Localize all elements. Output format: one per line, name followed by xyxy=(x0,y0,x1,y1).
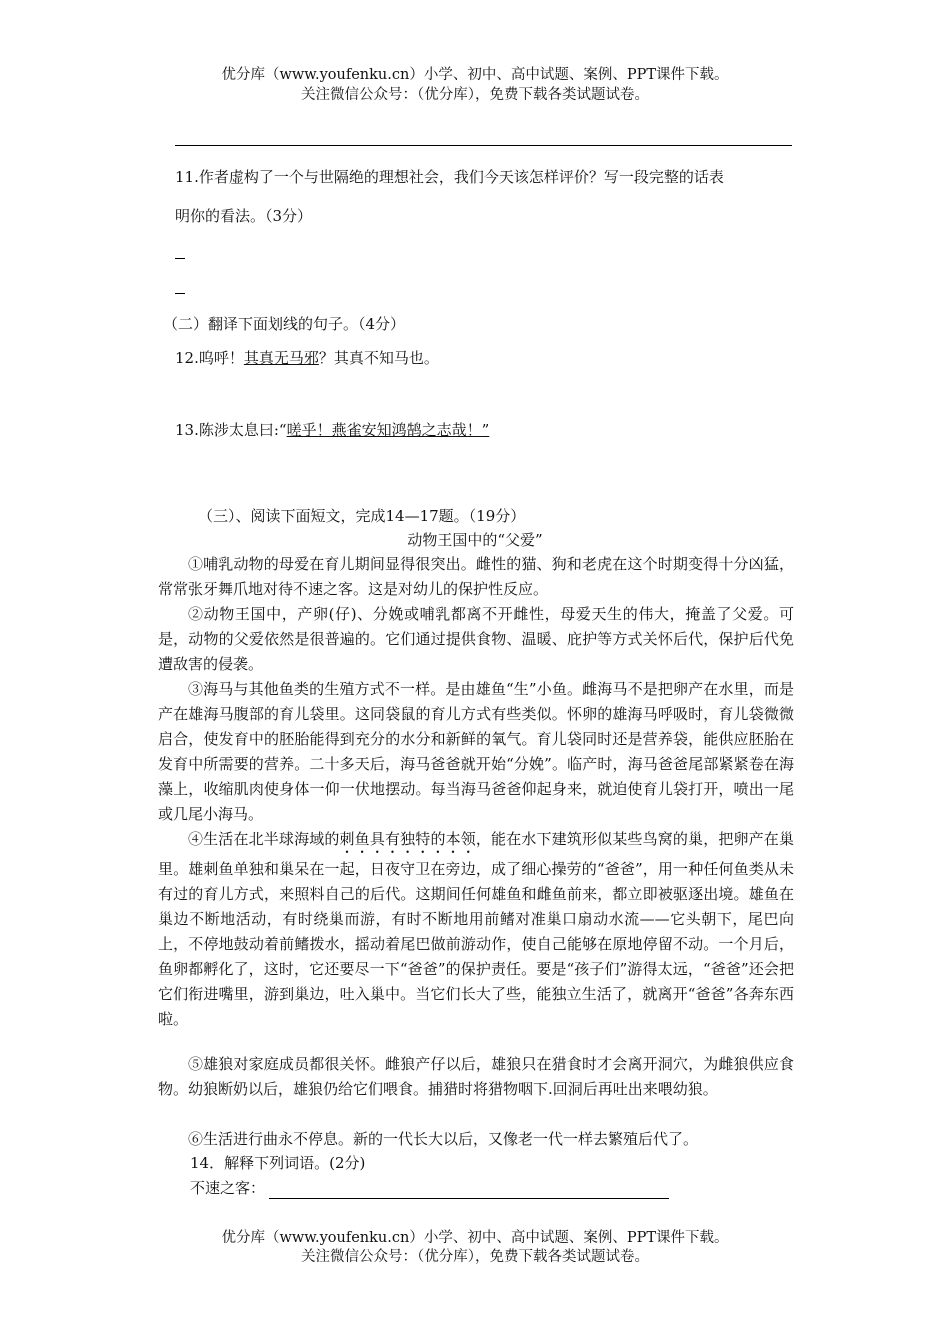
question-12 xyxy=(175,347,795,369)
section-2-title: （二）翻译下面划线的句子。（4分） xyxy=(163,315,406,333)
header-line-2: 关注微信公众号：（优分库），免费下载各类试题试卷。 xyxy=(301,87,649,103)
question-12-suffix: ？其真不知马也。 xyxy=(318,349,439,367)
question-13-prefix: 13.陈涉太息曰:“ xyxy=(175,421,287,439)
question-14-term: 不速之客： xyxy=(190,1179,266,1197)
paragraph-2: ②动物王国中，产卵(仔)、分娩或哺乳都离不开雌性，母爱天生的伟大，掩盖了父爱。可是，动物的父爱依然是很普遍的。它们通过提供食物、温暖、庇护等方式关怀后代，保护后代免遭敌害的侵袭。 xyxy=(158,605,794,673)
question-11-line-2: 明你的看法。（3分） xyxy=(175,207,313,225)
footer-line-2: 关注微信公众号：（优分库），免费下载各类试题试卷。 xyxy=(301,1249,649,1265)
paragraph-4-dotted: 刺鱼具有独特的本领 xyxy=(339,830,476,848)
answer-line xyxy=(175,258,185,259)
question-13-underlined: 嗟乎！燕雀安知鸿鹄之志哉！ xyxy=(286,421,482,439)
article-title: 动物王国中的“父爱” xyxy=(407,531,543,549)
answer-line xyxy=(175,293,185,294)
paragraph-6: ⑥生活进行曲永不停息。新的一代长大以后，又像老一代一样去繁殖后代了。 xyxy=(188,1130,699,1148)
question-12-underlined: 其真无马邪 xyxy=(243,349,319,367)
paragraph-1: ①哺乳动物的母爱在育儿期间显得很突出。雌性的猫、狗和老虎在这个时期变得十分凶猛，常常张牙舞爪地对待不速之客。这是对幼儿的保护性反应。 xyxy=(158,555,794,598)
question-13-suffix: ” xyxy=(481,421,490,439)
question-11-line-1: 11.作者虚构了一个与世隔绝的理想社会，我们今天该怎样评价？写一段完整的话表 xyxy=(175,168,724,186)
question-12-prefix: 12.呜呼！ xyxy=(175,349,244,367)
paragraph-3: ③海马与其他鱼类的生殖方式不一样。是由雄鱼“生”小鱼。雌海马不是把卵产在水里，而是产在雄海马腹部的育儿袋里。这同袋鼠的育儿方式有些类似。怀卵的雄海马呼吸时，育儿袋微微启合，使发育中的胚胎能得到充分的水分和新鲜的氧气。育儿袋同时还是营养袋，能供应胚胎在发育中所需要的营养。二十多天后，海马爸爸就开始“分娩”。临产时，海马爸爸尾部紧紧卷在海藻上，收缩肌肉使身体一仰一伏地摆动。每当海马爸爸仰起身来，就迫使育儿袋打开，喷出一尾或几尾小海马。 xyxy=(158,680,794,823)
question-14: 14．解释下列词语。(2分) xyxy=(190,1154,366,1172)
paragraph-4-post: ，能在水下建筑形似某些鸟窝的巢，把卵产在巢里。雄刺鱼单独和巢呆在一起，日夜守卫在旁边，成了细心操劳的“爸爸”，用一种任何鱼类从未有过的育儿方式，来照料自己的后代。这期间任何雄鱼和雌鱼前来，都立即被驱逐出境。雄鱼在巢边不断地活动，有时绕巢而游，有时不断地用前鳍对准巢口扇动水流——它头朝下，尾巴向上，不停地鼓动着前鳍拨水，摇动着尾巴做前游动作，使自己能够在原地停留不动。一个月后，鱼卵都孵化了，这时，它还要尽一下“爸爸”的保护责任。要是“孩子们”游得太远，“爸爸”还会把它们衔进嘴里，游到巢边，吐入巢中。当它们长大了些，能独立生活了，就离开“爸爸”各奔东西啦。 xyxy=(158,830,794,1028)
question-13 xyxy=(175,419,795,441)
section-3-title: （三）、阅读下面短文，完成14—17题。（19分） xyxy=(198,507,526,525)
answer-blank[interactable] xyxy=(269,1180,669,1199)
paragraph-4-pre: ④生活在北半球海域的 xyxy=(188,830,340,848)
header-line-1: 优分库（www.youfenku.cn）小学、初中、高中试题、案例、PPT课件下载。 xyxy=(221,67,729,83)
footer-line-1: 优分库（www.youfenku.cn）小学、初中、高中试题、案例、PPT课件下载。 xyxy=(221,1230,729,1246)
paragraph-4 xyxy=(158,827,794,1032)
paragraph-5: ⑤雄狼对家庭成员都很关怀。雌狼产仔以后，雄狼只在猎食时才会离开洞穴，为雌狼供应食物。幼狼断奶以后，雄狼仍给它们喂食。捕猎时将猎物咽下.回洞后再吐出来喂幼狼。 xyxy=(158,1055,794,1098)
question-14-item xyxy=(190,1177,669,1199)
header-divider xyxy=(175,145,792,146)
